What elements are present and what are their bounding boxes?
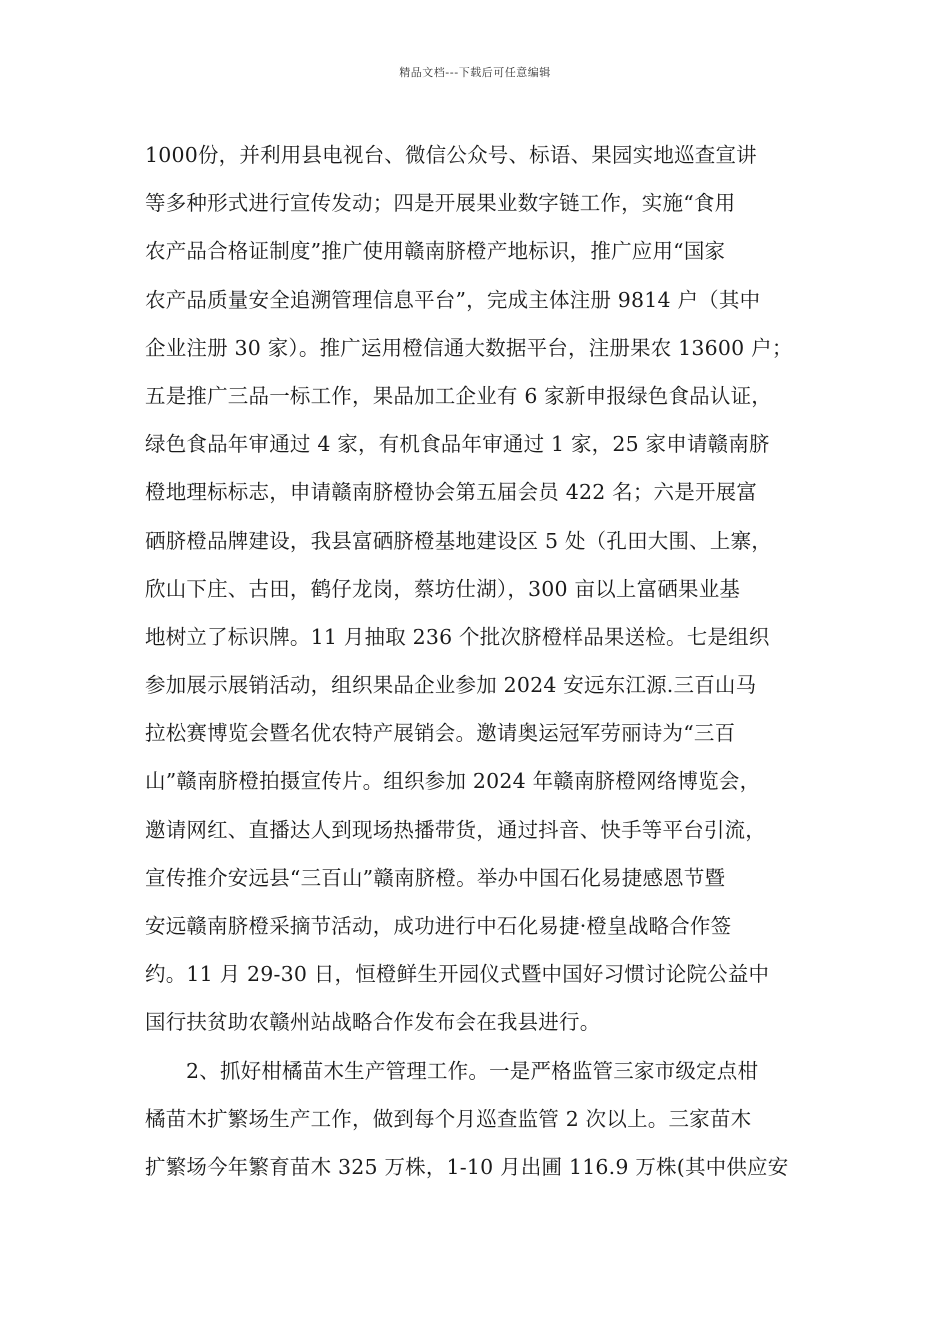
page-header: 精品文档---下载后可任意编辑 xyxy=(399,66,551,79)
text-line: 等多种形式进行宣传发动；四是开展果业数字链工作，实施“食用 xyxy=(145,191,736,216)
text-line: 硒脐橙品牌建设，我县富硒脐橙基地建设区 5 处（孔田大围、上寨， xyxy=(145,528,772,553)
text-line: 农产品质量安全追溯管理信息平台”，完成主体注册 9814 户（其中 xyxy=(145,287,761,312)
text-line: 企业注册 30 家）。推广运用橙信通大数据平台，注册果农 13600 户； xyxy=(145,335,793,360)
text-line: 国行扶贫助农赣州站战略合作发布会在我县进行。 xyxy=(145,1010,601,1035)
text-line: 橙地理标标志，申请赣南脐橙协会第五届会员 422 名；六是开展富 xyxy=(145,480,758,505)
text-line: 邀请网红、直播达人到现场热播带货，通过抖音、快手等平台引流， xyxy=(145,817,766,842)
text-line: 参加展示展销活动，组织果品企业参加 2024 安远东江源.三百山马 xyxy=(145,673,757,698)
document-body xyxy=(145,131,807,1191)
text-line: 橘苗木扩繁场生产工作，做到每个月巡查监管 2 次以上。三家苗木 xyxy=(145,1106,752,1131)
text-line: 山”赣南脐橙拍摄宣传片。组织参加 2024 年赣南脐橙网络博览会， xyxy=(145,769,761,794)
text-line: 约。11 月 29-30 日，恒橙鲜生开园仪式暨中国好习惯讨论院公益中 xyxy=(145,962,770,987)
paragraph-start-line: 2、抓好柑橘苗木生产管理工作。一是严格监管三家市级定点柑 xyxy=(186,1058,759,1083)
text-line: 欣山下庄、古田，鹤仔龙岗，蔡坊仕湖），300 亩以上富硒果业基 xyxy=(145,576,741,601)
text-line: 扩繁场今年繁育苗木 325 万株，1-10 月出圃 116.9 万株(其中供应安 xyxy=(145,1154,789,1179)
text-line: 宣传推介安远县“三百山”赣南脐橙。举办中国石化易捷感恩节暨 xyxy=(145,865,726,890)
text-line: 拉松赛博览会暨名优农特产展销会。邀请奥运冠军劳丽诗为“三百 xyxy=(145,721,736,746)
text-line: 绿色食品年审通过 4 家，有机食品年审通过 1 家，25 家申请赣南脐 xyxy=(145,432,770,457)
text-line: 五是推广三品一标工作，果品加工企业有 6 家新申报绿色食品认证， xyxy=(145,383,772,408)
text-line: 1000份，并利用县电视台、微信公众号、标语、果园实地巡查宣讲 xyxy=(145,143,757,167)
text-line: 地树立了标识牌。11 月抽取 236 个批次脐橙样品果送检。七是组织 xyxy=(145,624,770,649)
text-line: 农产品合格证制度”推广使用赣南脐橙产地标识，推广应用“国家 xyxy=(145,239,726,264)
text-line: 安远赣南脐橙采摘节活动，成功进行中石化易捷·橙皇战略合作签 xyxy=(145,914,732,938)
